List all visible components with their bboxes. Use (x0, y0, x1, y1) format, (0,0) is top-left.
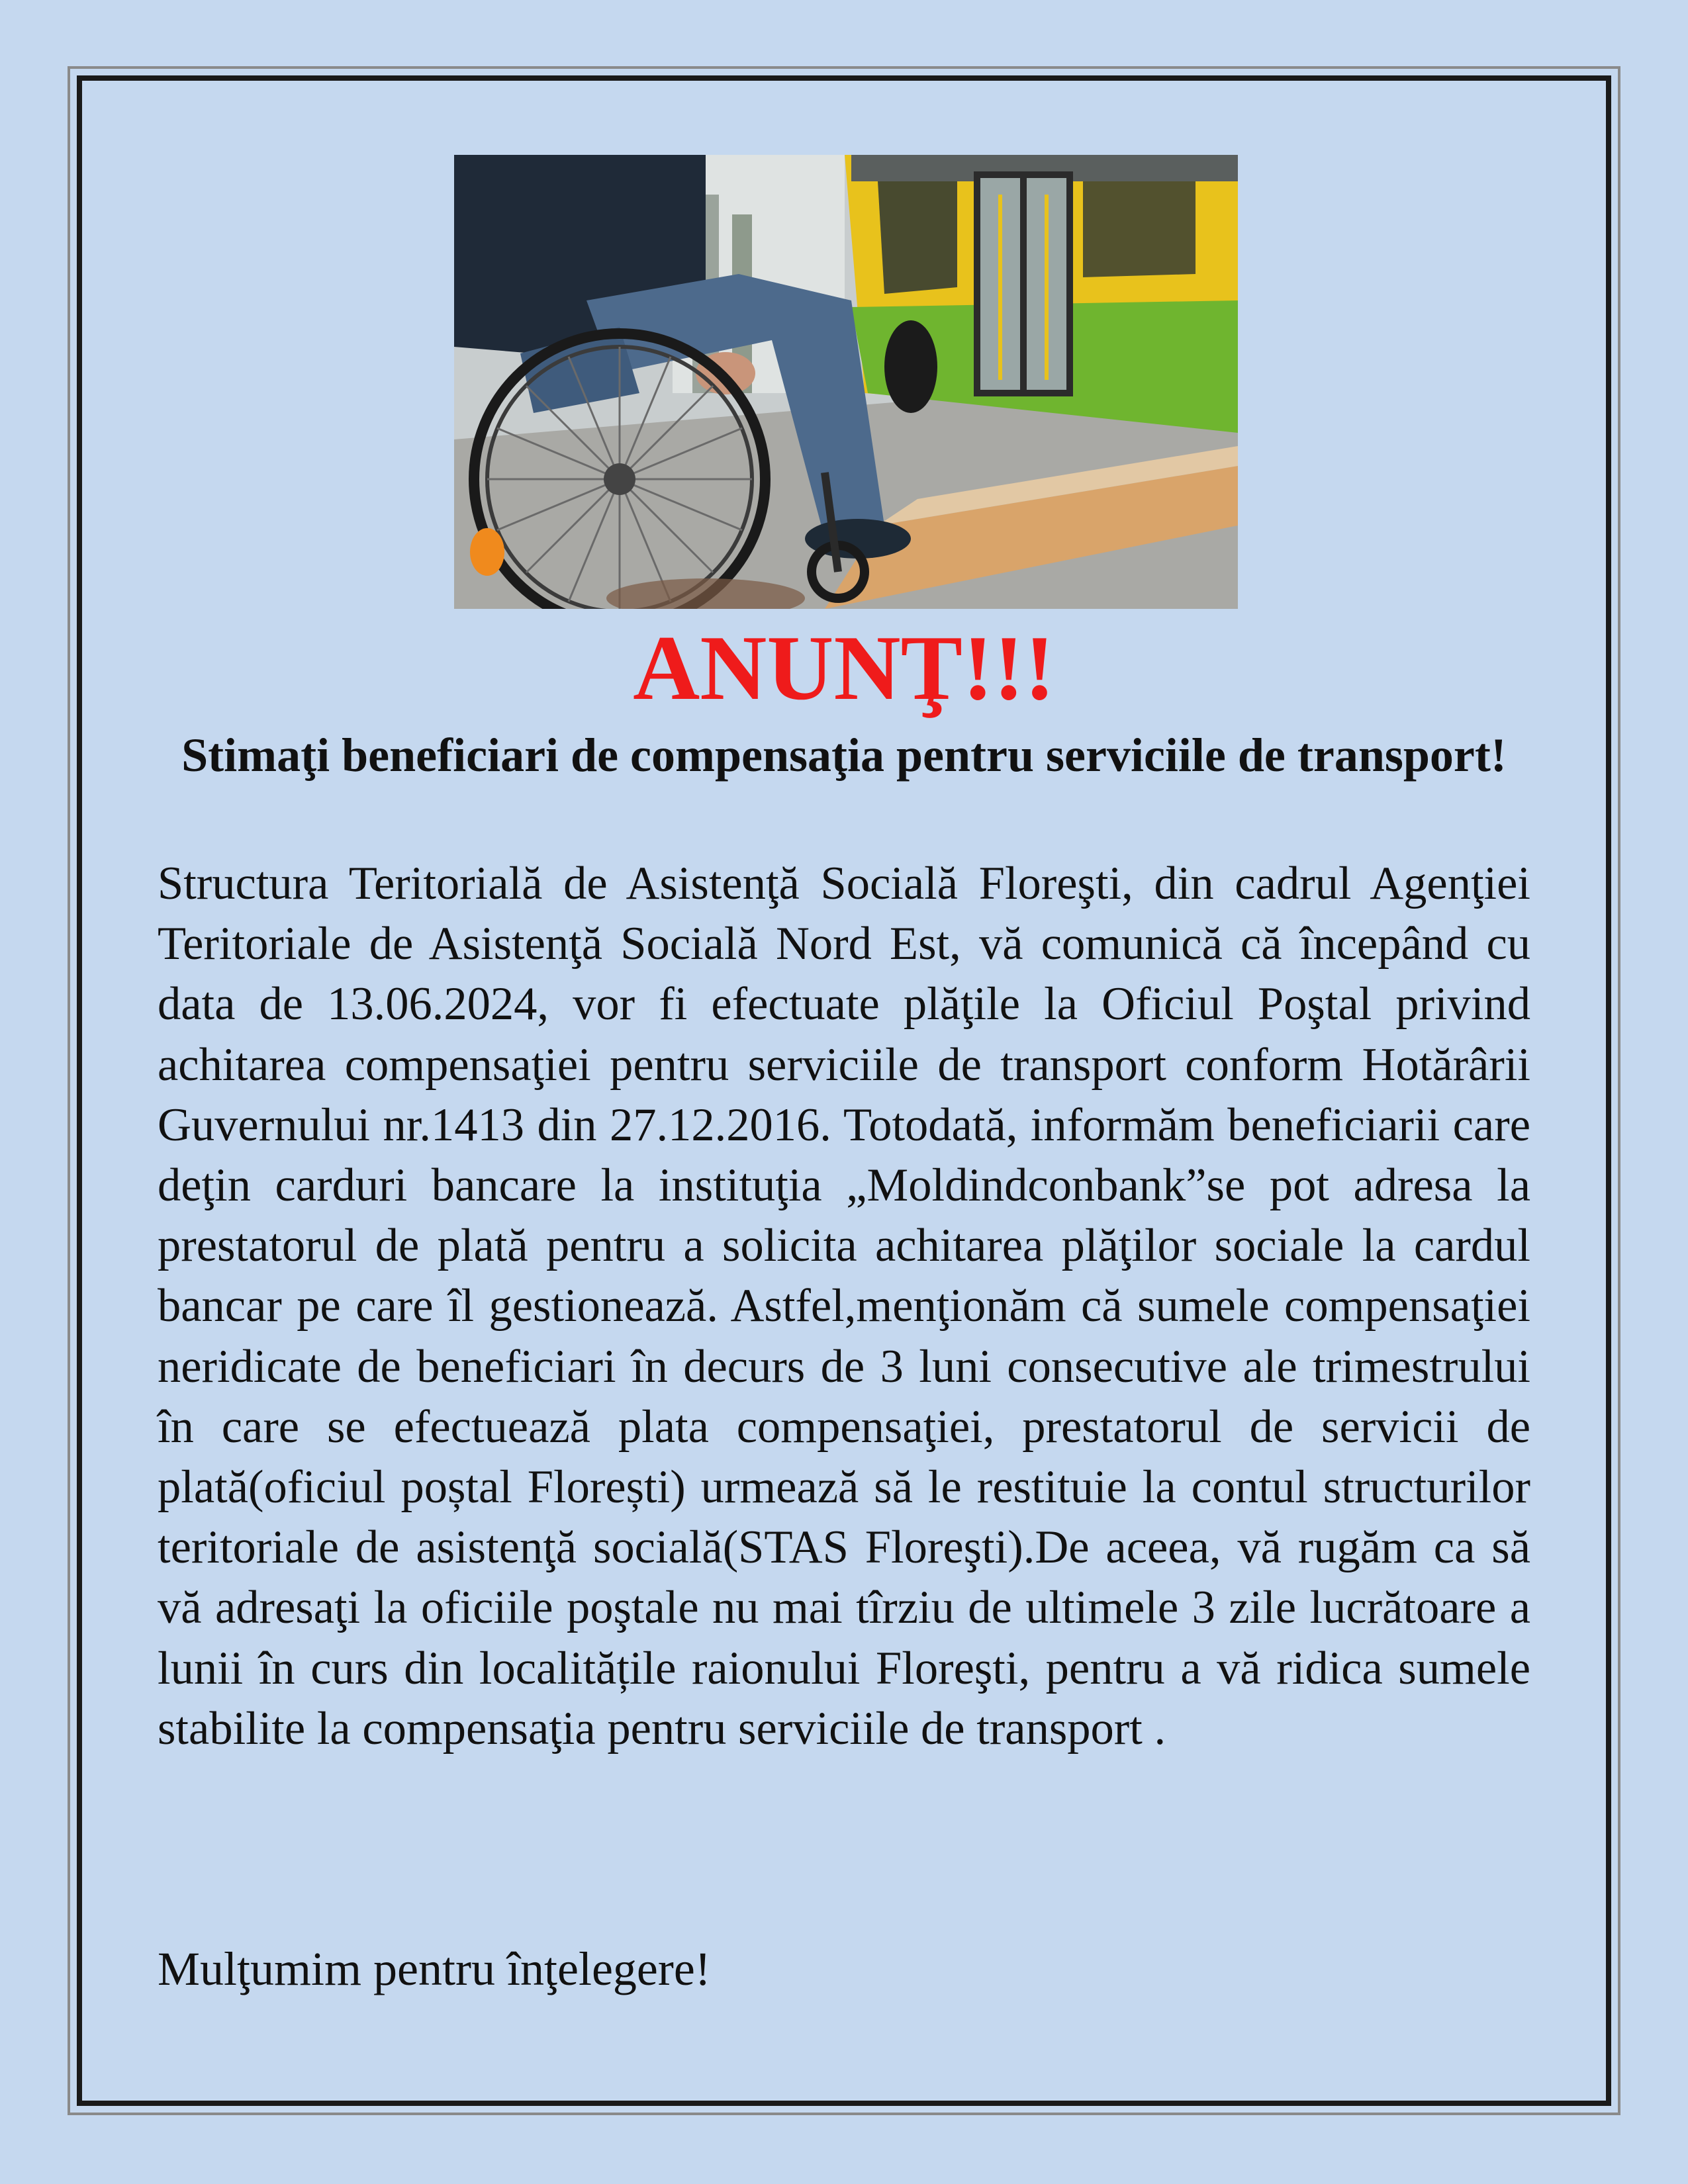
announcement-title: ANUNŢ!!! (633, 617, 1055, 719)
announcement-body: Structura Teritorială de Asistenţă Socială Floreşti, din cadrul Agenţiei Teritoriale de Asistenţă Socială Nord Est, vă comunică că începând cu data de 13.06.2024, vor fi efectuate plăţile la Oficiul Poştal privind achitarea compensaţiei pentru serviciile de transport conform Hotărârii Guvernului nr.1413 din 27.12.2016. Totodată, informăm beneficiarii care deţin carduri bancare la instituţia „Moldindconbank”se pot adresa la prestatorul de plată pentru a solicita achitarea plăţilor sociale la cardul bancar pe care îl gestionează. Astfel,menţionăm că sumele compensaţiei neridicate de beneficiari în decurs de 3 luni consecutive ale trimestrului în care se efectuează plata compensaţiei, prestatorul de servicii de plată(oficiul poștal Florești) urmează să le restituie la contul structurilor teritoriale de asistenţă socială(STAS Floreşti).De aceea, vă rugăm ca să vă adresaţi la oficiile poştale nu mai tîrziu de ultimele 3 zile lucrătoare a lunii în curs din localitățile raionului Floreşti, pentru a vă ridica sumele stabilite la compensaţia pentru serviciile de transport . (158, 858, 1530, 1754)
closing-line: Mulţumim pentru înţelegere! (158, 1942, 711, 1995)
announcement-subtitle: Stimaţi beneficiari de compensaţia pentru serviciile de transport! (181, 729, 1507, 782)
wheelchair-user-near-bus-photo (454, 155, 1238, 609)
photo-illustration (454, 155, 1238, 609)
